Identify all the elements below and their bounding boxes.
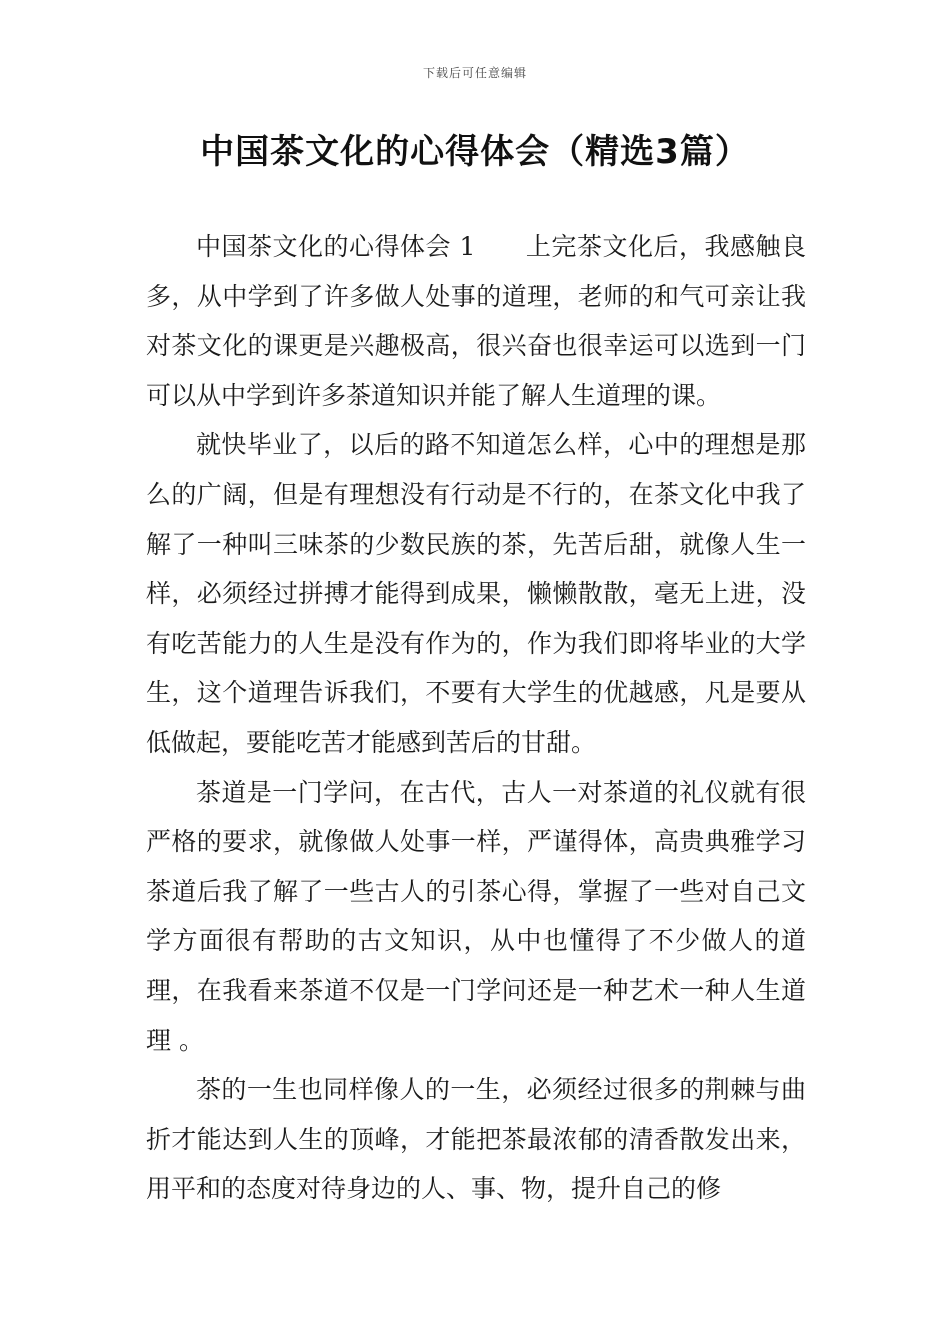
paragraph-3: 茶道是一门学问，在古代，古人一对茶道的礼仪就有很严格的要求，就像做人处事一样，严谨得体，高贵典雅学习茶道后我了解了一些古人的引茶心得，掌握了一些对自己文学方面很有帮助的古文知识，从中也懂得了不少做人的道理，在我看来茶道不仅是一门学问还是一种艺术一种人生道理 。: [146, 777, 806, 1055]
section-heading: 中国茶文化的心得体会 1: [196, 232, 476, 261]
document-body: [146, 222, 806, 1214]
page-header-note: 下载后可任意编辑: [422, 66, 527, 80]
paragraph-4: 茶的一生也同样像人的一生，必须经过很多的荆棘与曲折才能达到人生的顶峰，才能把茶最浓郁的清香散发出来，用平和的态度对待身边的人、事、物，提升自己的修: [146, 1075, 806, 1204]
paragraph-1: [146, 222, 806, 420]
paragraph-2: 就快毕业了，以后的路不知道怎么样，心中的理想是那么的广阔，但是有理想没有行动是不行的，在茶文化中我了解了一种叫三味茶的少数民族的茶，先苦后甜，就像人生一样，必须经过拼搏才能得到成果，懒懒散散，毫无上进，没有吃苦能力的人生是没有作为的，作为我们即将毕业的大学生，这个道理告诉我们，不要有大学生的优越感，凡是要从低做起，要能吃苦才能感到苦后的甘甜。: [146, 430, 806, 757]
paragraph-text: 上完茶文化后，我感触良多，从中学到了许多做人处事的道理，老师的和气可亲让我对茶文化的课更是兴趣极高，很兴奋也很幸运可以选到一门可以从中学到许多茶道知识并能了解人生道理的课。: [146, 232, 806, 410]
document-title: 中国茶文化的心得体会（精选3篇）: [200, 132, 750, 172]
